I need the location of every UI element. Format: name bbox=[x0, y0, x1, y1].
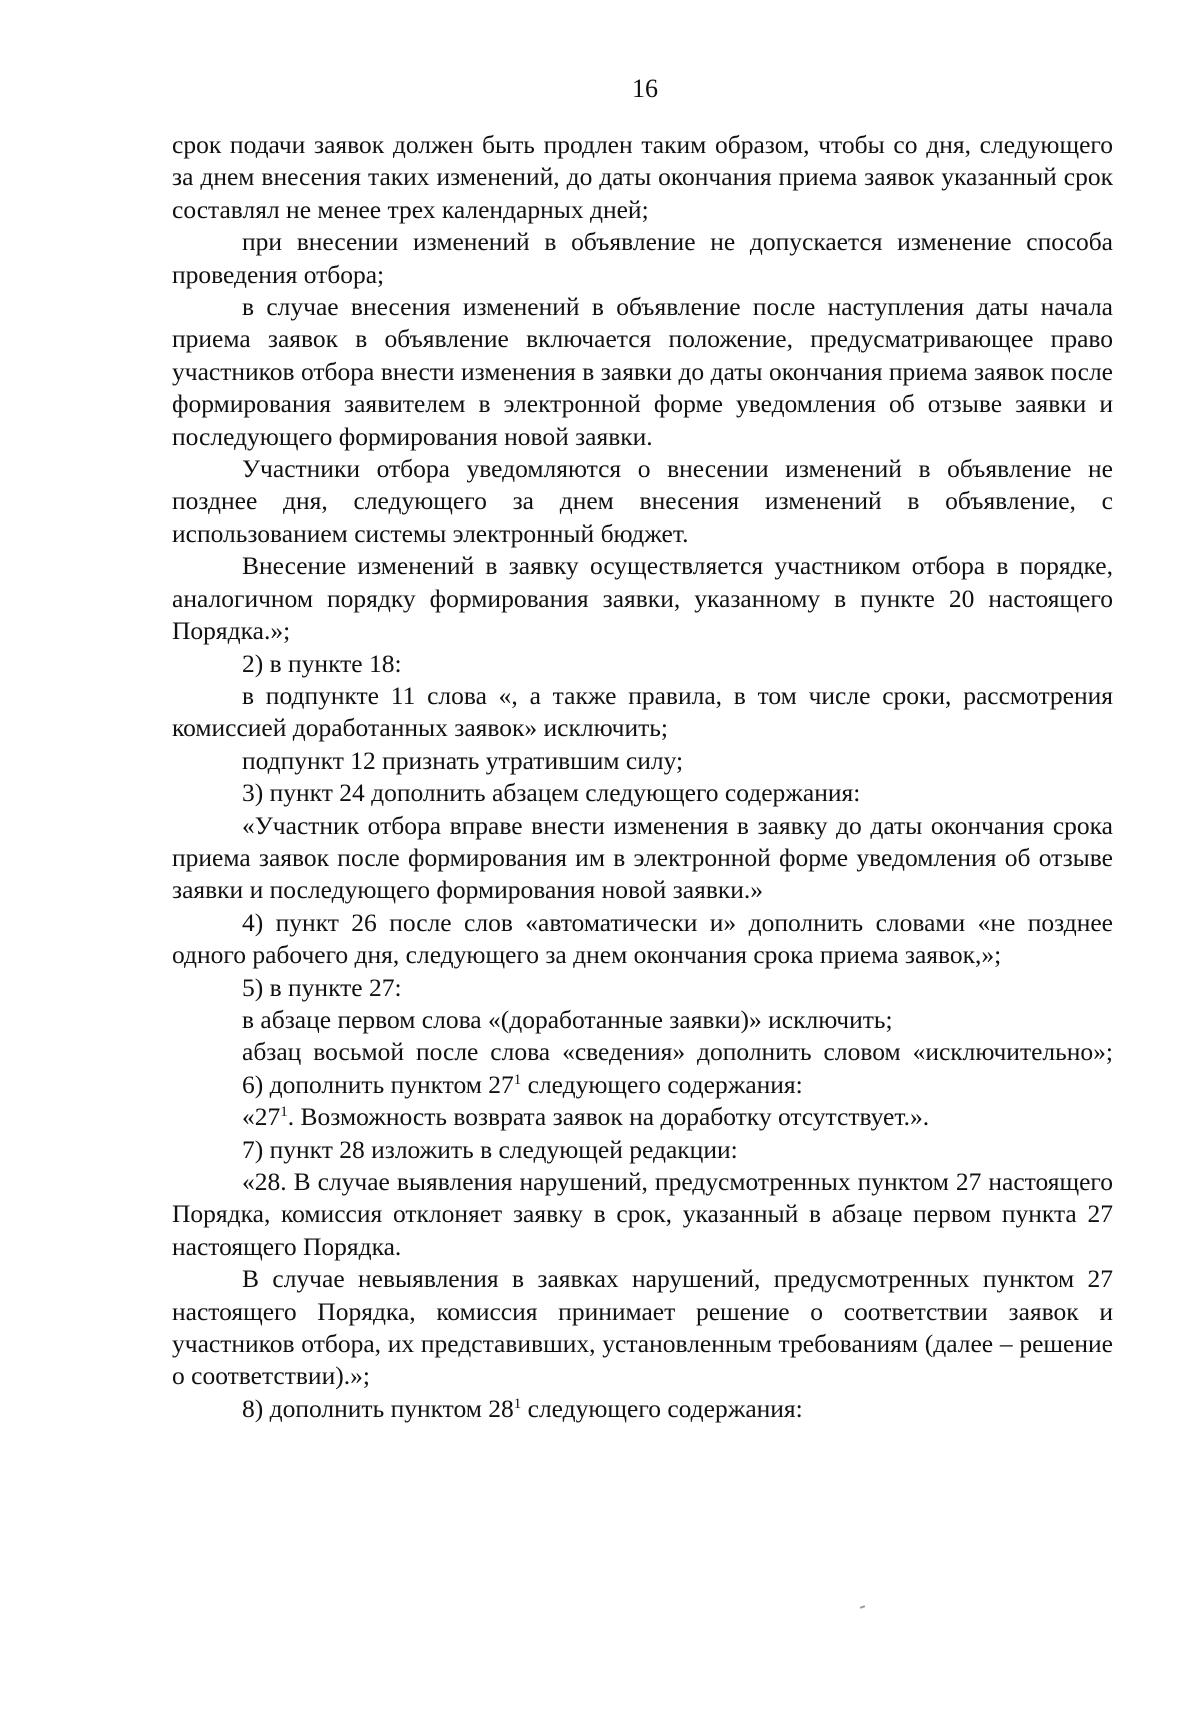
paragraph-item-27-1-text-start: «27 bbox=[242, 1102, 281, 1132]
superscript-index: 1 bbox=[513, 1071, 522, 1088]
paragraph-item-7: 7) пункт 28 изложить в следующей редакции: bbox=[242, 1134, 738, 1164]
paragraph-participant-notification: Участники отбора уведомляются о внесении изменений в объявление не позднее дня, следующего за днем внесения изменений в объявление, с использованием системы электронный бюджет. bbox=[172, 454, 1113, 548]
paragraph-item-27-1-text-end: . Возможность возврата заявок на доработку отсутствует.». bbox=[287, 1102, 930, 1132]
paragraph-item-8-text-start: 8) дополнить пунктом 28 bbox=[242, 1393, 514, 1423]
paragraph-method-change-prohibited: при внесении изменений в объявление не допускается изменение способа проведения отбора; bbox=[172, 227, 1113, 289]
superscript-index: 1 bbox=[513, 1395, 522, 1412]
paragraph-item-4: 4) пункт 26 после слов «автоматически и» дополнить словами «не позднее одного рабочего дня, следующего за днем окончания срока приема заявок,»; bbox=[172, 907, 1113, 970]
paragraph-deadline-extension: срок подачи заявок должен быть продлен таким образом, чтобы со дня, следующего за днем внесения таких изменений, до даты окончания приема заявок указанный срок составлял не менее трех календарных дней; bbox=[172, 130, 1113, 224]
paragraph-item-3: 3) пункт 24 дополнить абзацем следующего содержания: bbox=[242, 778, 861, 808]
paragraph-item-6-text-start: 6) дополнить пунктом 27 bbox=[242, 1069, 514, 1099]
paragraph-item-6-text-end: следующего содержания: bbox=[521, 1069, 803, 1099]
paragraph-quote-participant-right: «Участник отбора вправе внести изменения в заявку до даты окончания срока приема заявок после формирования им в электронной форме уведомления об отзыве заявки и последующего формирования новой заявки.» bbox=[172, 810, 1113, 905]
paragraph-eighth-abzac: абзац восьмой после слова «сведения» дополнить словом «исключительно»; bbox=[242, 1037, 1113, 1067]
paragraph-item-8 bbox=[172, 1393, 1113, 1425]
paragraph-first-abzac: в абзаце первом слова «(доработанные заявки)» исключить; bbox=[242, 1004, 893, 1034]
paragraph-compliance-decision: В случае невыявления в заявках нарушений, предусмотренных пунктом 27 настоящего Порядка, комиссия принимает решение о соответствии заявок и участников отбора, их представивших, установленным требованиям (далее – решение о соответствии).»; bbox=[172, 1264, 1113, 1391]
paragraph-item-27-1 bbox=[172, 1101, 1113, 1133]
paragraph-subitem-11: в подпункте 11 слова «, а также правила, в том числе сроки, рассмотрения комиссией доработанных заявок» исключить; bbox=[172, 680, 1113, 743]
paragraph-item-2: 2) в пункте 18: bbox=[242, 648, 402, 678]
scan-speck bbox=[860, 1605, 865, 1609]
paragraph-item-8-text-end: следующего содержания: bbox=[521, 1393, 803, 1423]
page-number: 16 bbox=[632, 74, 658, 103]
paragraph-quote-item-28: «28. В случае выявления нарушений, предусмотренных пунктом 27 настоящего Порядка, комиссия отклоняет заявку в срок, указанный в абзаце первом пункта 27 настоящего Порядка. bbox=[172, 1167, 1113, 1261]
paragraph-application-amendment: Внесение изменений в заявку осуществляется участником отбора в порядке, аналогичном порядку формирования заявки, указанному в пункте 20 настоящего Порядка.»; bbox=[172, 551, 1113, 646]
document-body bbox=[172, 129, 1113, 1425]
superscript-index: 1 bbox=[280, 1104, 288, 1121]
paragraph-subitem-12: подпункт 12 признать утратившим силу; bbox=[242, 745, 684, 775]
paragraph-item-5: 5) в пункте 27: bbox=[242, 972, 402, 1002]
paragraph-changes-after-start: в случае внесения изменений в объявление после наступления даты начала приема заявок в объявление включается положение, предусматривающее право участников отбора внести изменения в заявки до даты окончания приема заявок после формирования заявителем в электронной форме уведомления об отзыве заявки и последующего формирования новой заявки. bbox=[172, 292, 1113, 451]
paragraph-item-6 bbox=[172, 1069, 1113, 1101]
